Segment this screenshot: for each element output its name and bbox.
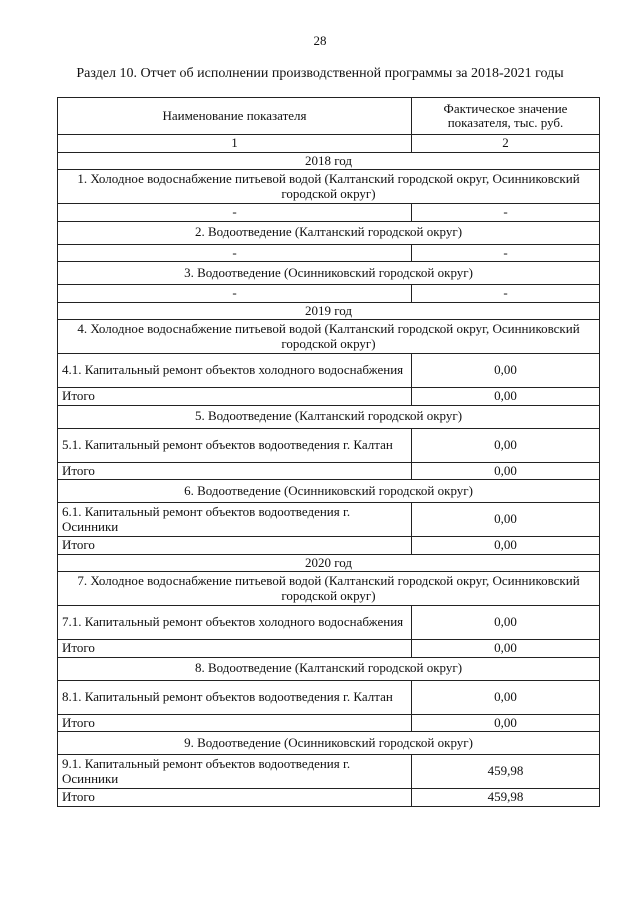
item-name: 5.1. Капитальный ремонт объектов водоотведения г. Калтан	[58, 428, 412, 462]
year-row	[58, 554, 600, 572]
total-row	[58, 789, 600, 807]
year-label: 2020 год	[58, 554, 600, 572]
item-row	[58, 606, 600, 640]
group-title: 3. Водоотведение (Осинниковский городской округ)	[58, 262, 600, 285]
total-value: 0,00	[412, 640, 600, 658]
year-row	[58, 152, 600, 170]
total-label: Итого	[58, 640, 412, 658]
item-value: 0,00	[412, 354, 600, 388]
total-label: Итого	[58, 462, 412, 480]
item-row	[58, 354, 600, 388]
item-value: 0,00	[412, 606, 600, 640]
total-label: Итого	[58, 537, 412, 555]
group-title: 4. Холодное водоснабжение питьевой водой (Калтанский городской округ, Осинниковский городской округ)	[58, 320, 600, 354]
column-number-1: 1	[58, 135, 412, 153]
dash-cell: -	[412, 285, 600, 303]
group-row	[58, 170, 600, 204]
group-title: 2. Водоотведение (Калтанский городской округ)	[58, 221, 600, 244]
item-value: 0,00	[412, 428, 600, 462]
total-row	[58, 388, 600, 406]
dash-cell: -	[412, 204, 600, 222]
item-name: 4.1. Капитальный ремонт объектов холодного водоснабжения	[58, 354, 412, 388]
dash-cell: -	[58, 204, 412, 222]
item-row	[58, 503, 600, 537]
group-row	[58, 320, 600, 354]
group-row	[58, 732, 600, 755]
report-table	[57, 97, 600, 807]
section-title: Раздел 10. Отчет об исполнении производственной программы за 2018-2021 годы	[76, 66, 564, 81]
group-title: 7. Холодное водоснабжение питьевой водой (Калтанский городской округ, Осинниковский городской округ)	[58, 572, 600, 606]
total-value: 459,98	[412, 789, 600, 807]
total-label: Итого	[58, 789, 412, 807]
total-label: Итого	[58, 714, 412, 732]
total-row	[58, 537, 600, 555]
dash-cell: -	[58, 244, 412, 262]
total-row	[58, 462, 600, 480]
total-value: 0,00	[412, 714, 600, 732]
item-row	[58, 755, 600, 789]
column-number-2: 2	[412, 135, 600, 153]
item-value: 0,00	[412, 680, 600, 714]
column-number-row	[58, 135, 600, 153]
dash-row	[58, 285, 600, 303]
group-row	[58, 221, 600, 244]
group-title: 8. Водоотведение (Калтанский городской округ)	[58, 657, 600, 680]
item-row	[58, 428, 600, 462]
year-label: 2019 год	[58, 302, 600, 320]
header-indicator-name: Наименование показателя	[58, 98, 412, 135]
group-row	[58, 262, 600, 285]
item-name: 9.1. Капитальный ремонт объектов водоотведения г. Осинники	[58, 755, 412, 789]
total-label: Итого	[58, 388, 412, 406]
group-title: 5. Водоотведение (Калтанский городской округ)	[58, 405, 600, 428]
year-label: 2018 год	[58, 152, 600, 170]
item-name: 6.1. Капитальный ремонт объектов водоотведения г. Осинники	[58, 503, 412, 537]
dash-row	[58, 244, 600, 262]
header-row	[58, 98, 600, 135]
group-row	[58, 480, 600, 503]
dash-row	[58, 204, 600, 222]
total-value: 0,00	[412, 388, 600, 406]
item-value: 0,00	[412, 503, 600, 537]
group-title: 9. Водоотведение (Осинниковский городской округ)	[58, 732, 600, 755]
item-name: 8.1. Капитальный ремонт объектов водоотведения г. Калтан	[58, 680, 412, 714]
dash-cell: -	[58, 285, 412, 303]
dash-cell: -	[412, 244, 600, 262]
group-row	[58, 405, 600, 428]
total-value: 0,00	[412, 537, 600, 555]
group-title: 6. Водоотведение (Осинниковский городской округ)	[58, 480, 600, 503]
year-row	[58, 302, 600, 320]
header-actual-value: Фактическое значение показателя, тыс. руб.	[412, 98, 600, 135]
group-row	[58, 657, 600, 680]
total-value: 0,00	[412, 462, 600, 480]
group-row	[58, 572, 600, 606]
group-title: 1. Холодное водоснабжение питьевой водой (Калтанский городской округ, Осинниковский городской округ)	[58, 170, 600, 204]
item-value: 459,98	[412, 755, 600, 789]
item-row	[58, 680, 600, 714]
total-row	[58, 640, 600, 658]
page-number: 28	[313, 33, 327, 48]
item-name: 7.1. Капитальный ремонт объектов холодного водоснабжения	[58, 606, 412, 640]
total-row	[58, 714, 600, 732]
